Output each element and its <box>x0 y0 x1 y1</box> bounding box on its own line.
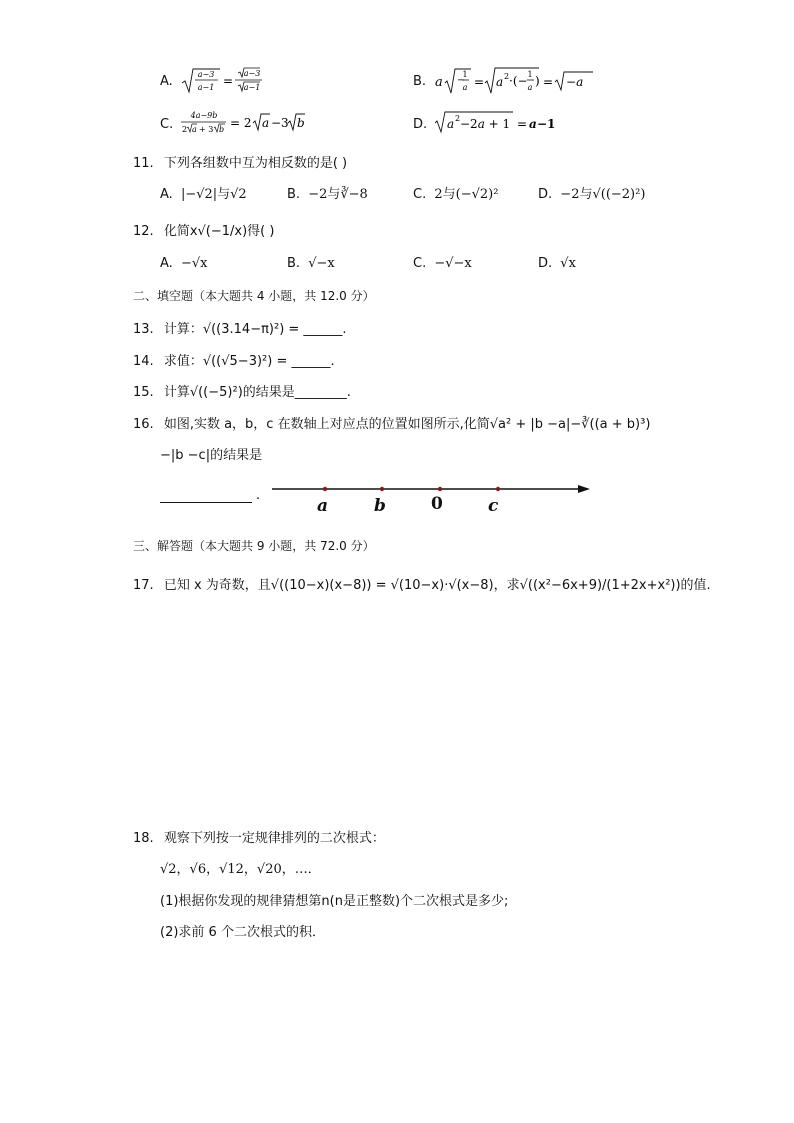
axis-label-a: a <box>317 496 329 516</box>
svg-text:−2a + 1: −2a + 1 <box>460 117 511 131</box>
q18-part2: (2)求前 6 个二次根式的积． <box>160 925 325 940</box>
q11-option-a[interactable]: A. |−√2|与√2 <box>160 187 247 202</box>
svg-text:−1: −1 <box>537 117 556 131</box>
q10-option-c-label: C. <box>160 117 174 132</box>
q16-answer-blank[interactable] <box>160 490 252 503</box>
q12-option-b[interactable]: B. √−x <box>287 256 335 271</box>
q12-option-a-expr: −√x <box>180 256 208 271</box>
q16-number: 16. <box>133 417 154 432</box>
q12-text: 化简x√(−1/x)得( ) <box>163 224 275 239</box>
q12-option-a[interactable]: A. −√x <box>160 256 208 271</box>
svg-text:b: b <box>219 125 225 134</box>
q13 <box>133 318 347 337</box>
q12-option-b-expr: √−x <box>308 256 335 271</box>
svg-text:4a−9b: 4a−9b <box>190 111 218 120</box>
q16-blank-period: . <box>256 488 261 503</box>
svg-text:·(−: ·(− <box>509 74 528 88</box>
svg-text:=: = <box>223 74 234 88</box>
svg-text:=: = <box>543 75 554 89</box>
q12-number: 12. <box>133 224 154 239</box>
q17-text: 已知 x 为奇数，且√((10−x)(x−8)) = √(10−x)·√(x−8)，求√((x²−6x+9)/(1+2x+x²))的值. <box>163 578 711 593</box>
q14-text: 求值：√((√5−3)²) = ______. <box>163 354 335 369</box>
q10-option-a-label: A. <box>160 74 173 89</box>
q17 <box>133 574 711 593</box>
q18-part1: (1)根据你发现的规律猜想第n(n是正整数)个二次根式是多少; <box>160 894 509 909</box>
q17-number: 17. <box>133 578 154 593</box>
q10-option-c-expr <box>180 108 330 138</box>
q12-option-d-expr: √x <box>560 256 576 271</box>
q11-option-b-expr: −2与∛−8 <box>308 187 368 202</box>
q18-text: 观察下列按一定规律排列的二次根式： <box>163 831 385 846</box>
point-zero <box>438 487 442 491</box>
svg-text:a: a <box>447 117 455 131</box>
svg-text:a: a <box>262 116 270 130</box>
q14-number: 14. <box>133 354 154 369</box>
svg-text:−: − <box>457 75 466 86</box>
svg-text:1: 1 <box>527 70 533 79</box>
svg-text:= 2: = 2 <box>230 116 252 130</box>
svg-text:−3: −3 <box>271 116 289 130</box>
q12-option-c-expr: −√−x <box>434 256 472 271</box>
svg-text:a: a <box>462 83 468 92</box>
q10-option-d-expr <box>435 108 585 138</box>
q12-stem <box>133 220 274 239</box>
svg-text:): ) <box>535 74 540 88</box>
svg-text:a: a <box>435 75 443 90</box>
q15-number: 15. <box>133 385 154 400</box>
q10-option-b-label: B. <box>413 74 427 89</box>
svg-text:b: b <box>297 116 305 130</box>
svg-text:2: 2 <box>182 125 188 134</box>
q11-stem <box>133 152 347 171</box>
q10-option-b-expr <box>435 66 605 96</box>
q13-number: 13. <box>133 322 154 337</box>
q16-line1 <box>133 413 650 432</box>
q11-option-c-expr: 2与(−√2)² <box>434 187 499 202</box>
point-b <box>380 487 384 491</box>
svg-text:a−1: a−1 <box>243 83 261 92</box>
q18-stem <box>133 827 385 846</box>
section-fill-in-heading: 二、填空题（本大题共 4 小题，共 12.0 分） <box>133 289 375 303</box>
q11-option-c[interactable]: C. 2与(−√2)² <box>413 187 499 202</box>
q12-option-c[interactable]: C. −√−x <box>413 256 472 271</box>
svg-text:−a: −a <box>566 75 584 89</box>
svg-text:a: a <box>192 125 197 134</box>
svg-text:a: a <box>529 117 537 131</box>
svg-text:a−3: a−3 <box>197 70 215 79</box>
svg-text:a: a <box>496 75 504 89</box>
q11-option-a-expr: |−√2|与√2 <box>180 187 247 202</box>
point-c <box>496 487 500 491</box>
q11-option-d-expr: −2与√((−2)²) <box>560 187 646 202</box>
q14 <box>133 350 335 369</box>
q15-text: 计算√((−5)²)的结果是________. <box>163 385 351 400</box>
svg-text:a−3: a−3 <box>243 69 261 78</box>
svg-text:1: 1 <box>462 70 468 79</box>
svg-text:a: a <box>527 83 533 92</box>
q10-option-d-label: D. <box>413 117 428 132</box>
q10-option-a-expr <box>180 66 290 96</box>
axis-label-b: b <box>374 496 386 516</box>
q18-number: 18. <box>133 831 154 846</box>
section-answer-heading: 三、解答题（本大题共 9 小题，共 72.0 分） <box>133 539 375 553</box>
svg-text:2: 2 <box>504 72 510 81</box>
q13-text: 计算：√((3.14−π)²) = ______. <box>163 322 347 337</box>
q11-text: 下列各组数中互为相反数的是( ) <box>163 156 348 171</box>
svg-text:=: = <box>517 117 528 131</box>
q16-text-line1: 如图,实数 a，b，c 在数轴上对应点的位置如图所示,化简√a² + |b −a|−∛((a + b)³) <box>163 417 651 432</box>
q12-option-d[interactable]: D. √x <box>538 256 576 271</box>
q11-option-d[interactable]: D. −2与√((−2)²) <box>538 187 646 202</box>
q16-line2: −|b −c|的结果是 <box>160 448 263 463</box>
svg-text:=: = <box>474 75 485 89</box>
axis-label-c: c <box>488 496 499 516</box>
svg-text:2: 2 <box>455 114 461 123</box>
axis-label-zero: 0 <box>431 494 443 514</box>
point-a <box>323 487 327 491</box>
svg-text:a−1: a−1 <box>197 83 215 92</box>
svg-text:+ 3: + 3 <box>199 125 214 134</box>
q15 <box>133 381 351 400</box>
q11-option-b[interactable]: B. −2与∛−8 <box>287 187 368 202</box>
q18-sequence: √2，√6，√12，√20，…． <box>160 862 321 877</box>
q11-number: 11. <box>133 156 154 171</box>
